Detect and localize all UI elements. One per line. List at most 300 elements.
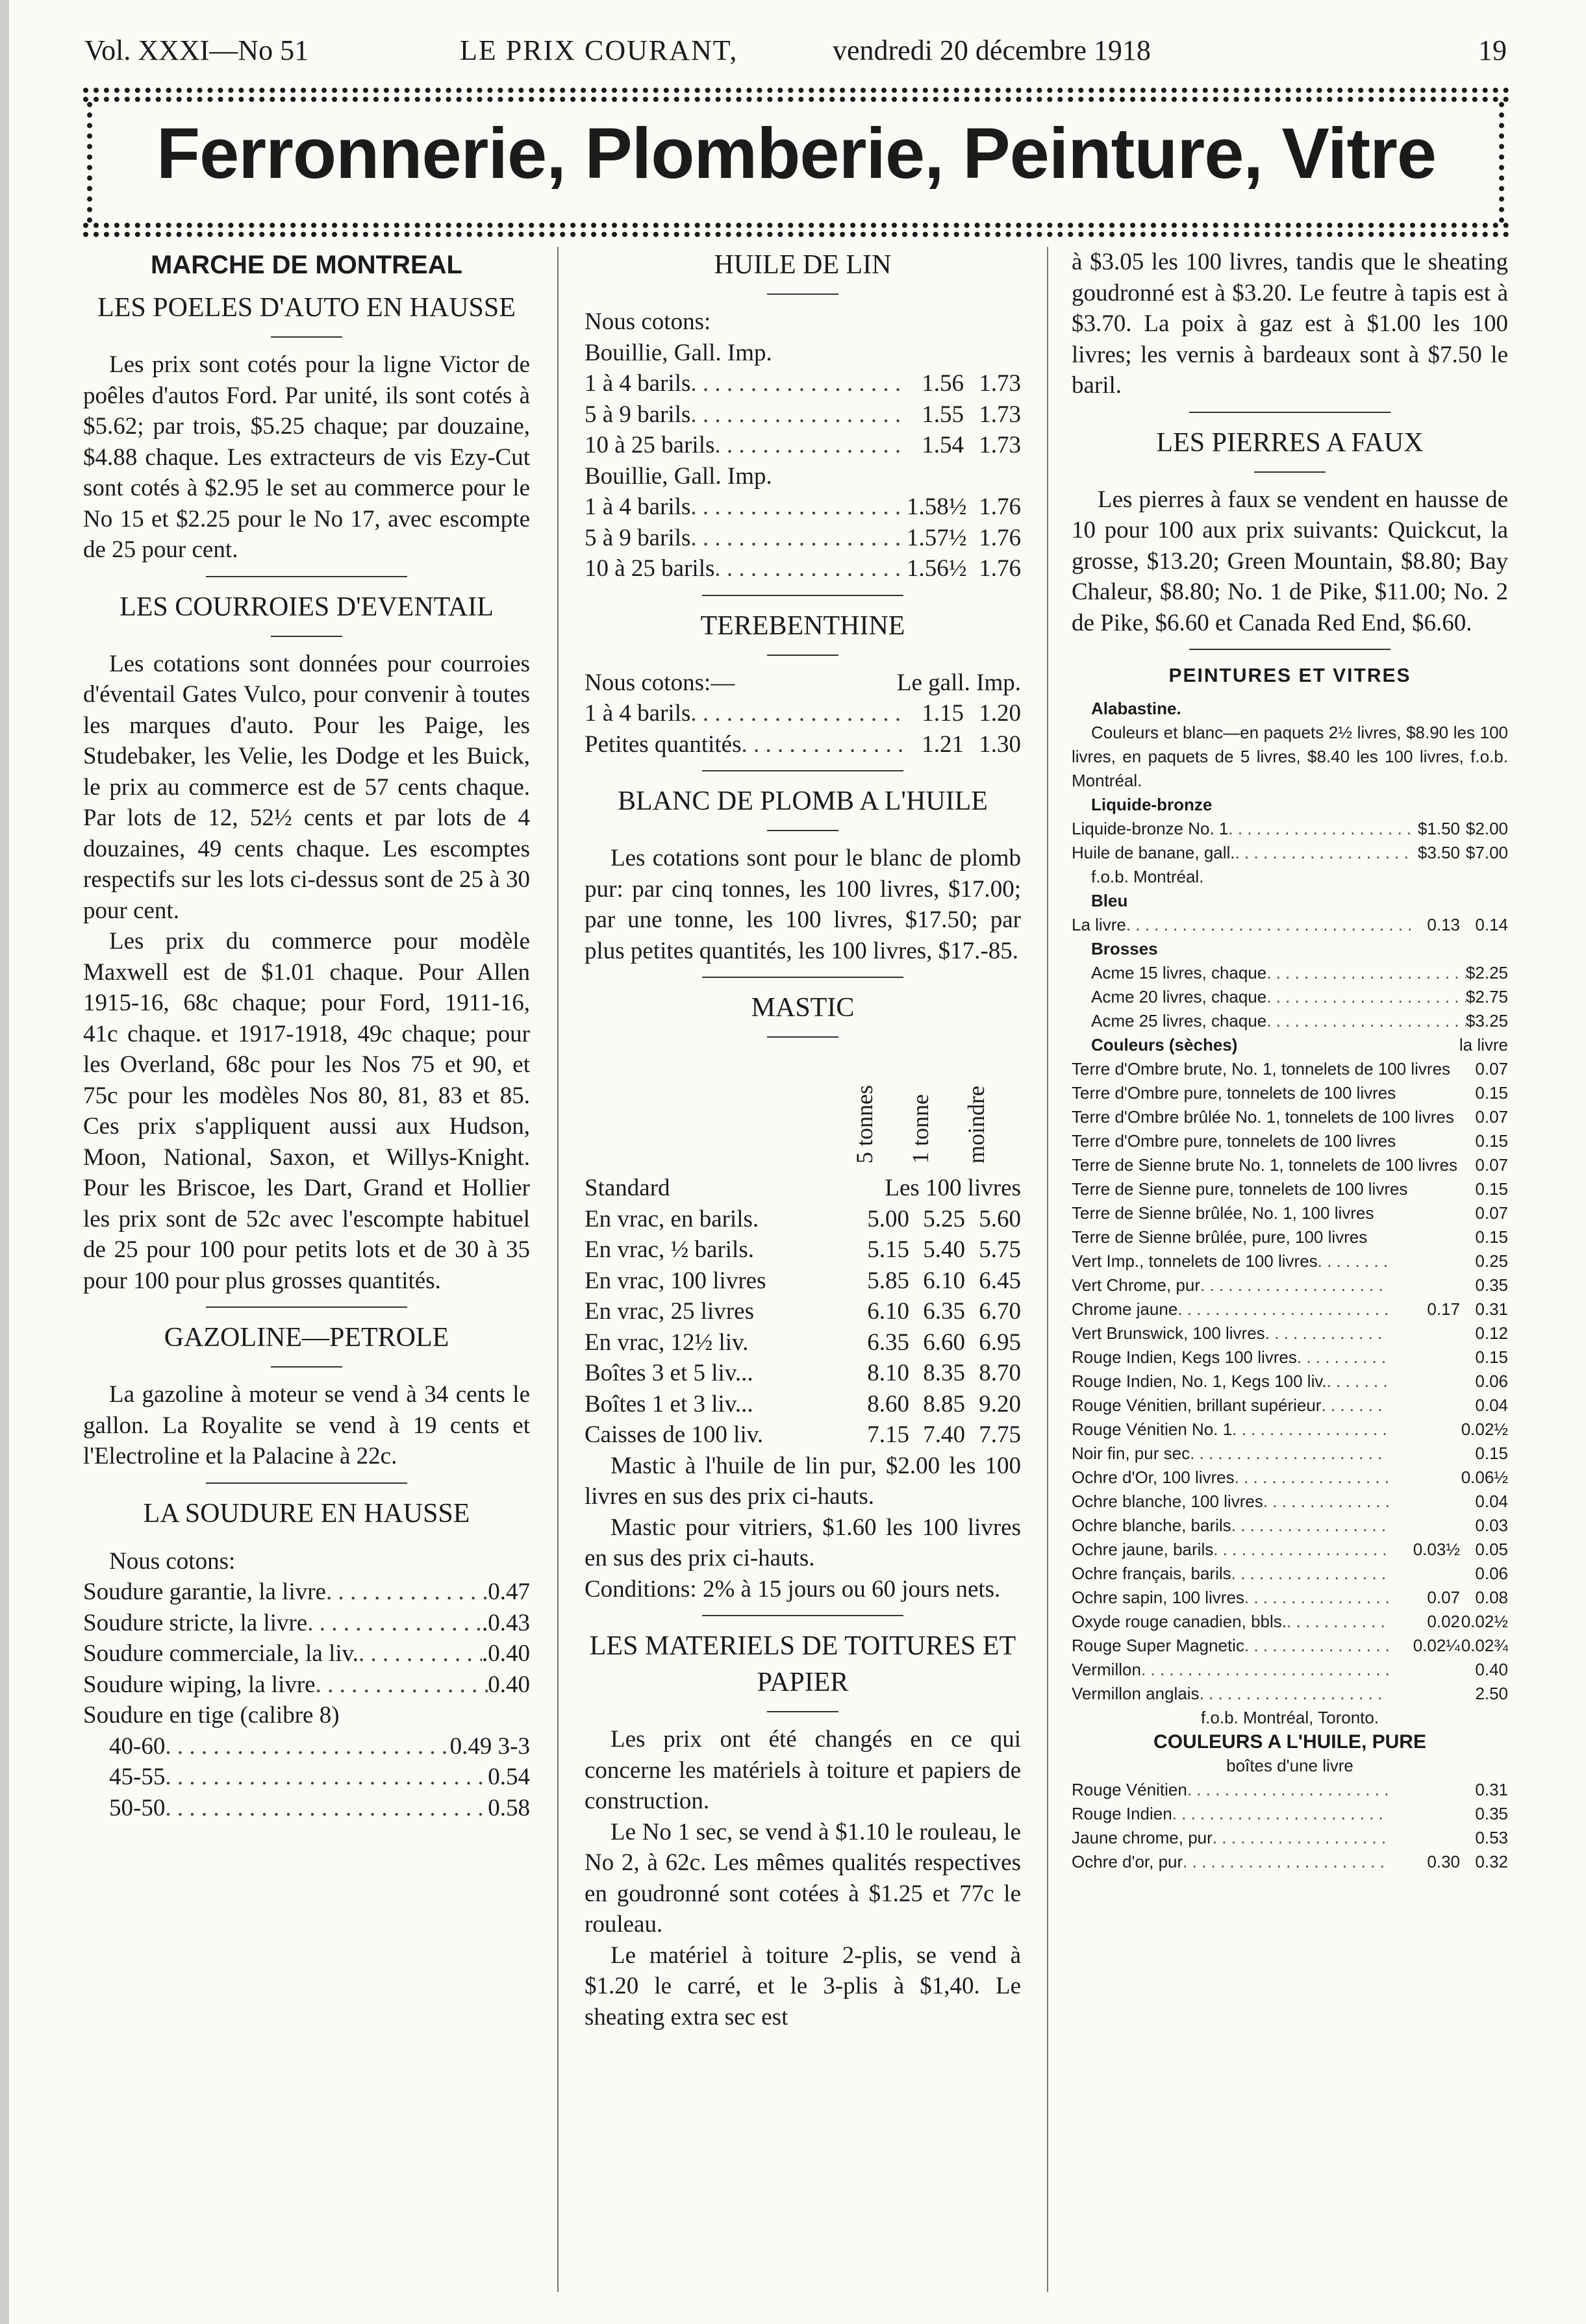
- price-row: [1072, 1369, 1508, 1393]
- separator: [702, 770, 903, 771]
- price-row-value: .0.40: [482, 1640, 530, 1667]
- leader-dots: [690, 368, 907, 399]
- mastic-row-value: 5.00: [867, 1205, 909, 1232]
- price-row-label: Liquide-bronze No. 1: [1072, 819, 1229, 838]
- leader-dots: [316, 1669, 488, 1701]
- price-row: [83, 1608, 530, 1639]
- price-row-value-b: 1.30: [979, 731, 1021, 758]
- price-row-value-b: 0.25: [1475, 1251, 1508, 1271]
- price-row-value-a: [1389, 1273, 1460, 1297]
- price-row-value: 0.54: [488, 1764, 530, 1790]
- price-row-value-a: 0.03½: [1413, 1540, 1460, 1559]
- price-row: [1072, 817, 1508, 841]
- mastic-row-value: 6.35: [923, 1298, 965, 1325]
- price-row-label: Rouge Vénitien: [1072, 1780, 1187, 1799]
- price-row: [1072, 1610, 1508, 1634]
- price-row-label: 1 à 4 barils: [585, 700, 691, 727]
- price-row-value: 0.15: [1475, 1083, 1508, 1103]
- leader-dots: [1265, 1321, 1389, 1345]
- leader-dots: [1244, 1634, 1389, 1658]
- market-heading: MARCHE DE MONTREAL: [151, 251, 462, 279]
- issue-date: vendredi 20 décembre 1918: [833, 34, 1151, 66]
- price-row-label: Ochre blanche, 100 livres: [1072, 1492, 1263, 1511]
- price-row-value-b: $2.00: [1465, 819, 1508, 838]
- price-row-value-a: 1.57½: [907, 524, 967, 551]
- price-row-value-a: 1.55: [922, 401, 964, 428]
- mastic-row: [585, 1296, 1021, 1327]
- mastic-row-label: En vrac, 25 livres: [585, 1298, 754, 1325]
- terebenthine-intro-right: Le gall. Imp.: [896, 669, 1021, 696]
- price-row-label: Terre d'Ombre brute, No. 1, tonnelets de 100 livres: [1072, 1059, 1451, 1079]
- terebenthine-list: [585, 698, 1021, 760]
- leader-dots: [1213, 1826, 1389, 1850]
- separator: [767, 1036, 838, 1038]
- price-row-label: Vermillon: [1072, 1660, 1141, 1679]
- price-row-label: Terre d'Ombre pure, tonnelets de 100 livres: [1072, 1131, 1396, 1151]
- price-row-value-b: 0.12: [1475, 1323, 1508, 1343]
- price-row-value-a: [1389, 1466, 1460, 1490]
- leader-dots: [1200, 1682, 1389, 1706]
- price-row-value: 0.58: [488, 1794, 530, 1821]
- price-row-value: $3.25: [1465, 1011, 1508, 1031]
- courroies-heading: LES COURROIES D'EVENTAIL: [120, 592, 494, 622]
- column-rule: [557, 247, 559, 2292]
- price-row: [1072, 1442, 1508, 1466]
- leader-dots: [1266, 961, 1466, 985]
- leader-dots: [690, 698, 907, 729]
- price-row-value-a: [1389, 1802, 1460, 1826]
- price-row-label: Terre de Sienne pure, tonnelets de 100 livres: [1072, 1179, 1408, 1199]
- price-row-value-a: [1389, 1490, 1460, 1514]
- price-row-value-b: 0.31: [1475, 1780, 1508, 1799]
- price-row-value-a: [1389, 1658, 1460, 1682]
- peintures-heading: PEINTURES ET VITRES: [1168, 665, 1411, 686]
- price-row: [109, 1793, 530, 1824]
- price-row-label: Vert Imp., tonnelets de 100 livres: [1072, 1251, 1318, 1271]
- terebenthine-intro: [585, 668, 1021, 699]
- price-row-value: $2.75: [1465, 987, 1508, 1006]
- price-row-label: Huile de banane, gall.: [1072, 843, 1235, 862]
- mastic-row-value: 5.40: [923, 1236, 965, 1263]
- price-row-value-a: [1389, 1826, 1460, 1850]
- price-row-label: Rouge Vénitien, brillant supérieur: [1072, 1395, 1322, 1415]
- separator: [1254, 471, 1326, 473]
- huile-list-1: [585, 368, 1021, 461]
- couleurs-unit: la livre: [1459, 1035, 1508, 1055]
- price-row: [1072, 1225, 1508, 1249]
- couleurs-heading: Couleurs (sèches): [1091, 1035, 1238, 1055]
- price-row-label: 50-50: [109, 1794, 166, 1821]
- mastic-row: [585, 1358, 1021, 1389]
- price-row: [1072, 1490, 1508, 1514]
- price-row-value-b: 1.76: [979, 494, 1021, 520]
- price-row-label: Petites quantités: [585, 731, 742, 758]
- price-row: [1072, 1249, 1508, 1273]
- price-row-value-b: 0.02½: [1461, 1612, 1508, 1631]
- price-row-value-b: 0.31: [1475, 1299, 1508, 1319]
- mastic-row-value: 6.35: [867, 1329, 909, 1356]
- leader-dots: [690, 399, 907, 431]
- price-row: [83, 1577, 530, 1608]
- bleu-value-a: 0.13: [1427, 915, 1460, 934]
- mastic-heading: MASTIC: [751, 993, 855, 1023]
- price-row-label: Noir fin, pur sec: [1072, 1443, 1190, 1463]
- mastic-row-label: En vrac, ½ barils.: [585, 1236, 754, 1263]
- huile-heading: HUILE DE LIN: [714, 250, 892, 280]
- separator: [767, 1711, 838, 1712]
- price-row: [585, 698, 1021, 729]
- mastic-col-1-tonne: 1 tonne: [907, 1094, 933, 1164]
- price-row: [1072, 1418, 1508, 1442]
- liquide-list: [1072, 817, 1508, 865]
- leader-dots: [690, 523, 907, 554]
- huile-group-2: Bouillie, Gall. Imp.: [585, 462, 772, 490]
- mastic-row-label: En vrac, 100 livres: [585, 1267, 766, 1294]
- leader-dots: [1177, 1297, 1389, 1321]
- section-banner: [83, 88, 1509, 238]
- mastic-row: [585, 1389, 1021, 1420]
- price-row-value-a: 0.02¼: [1413, 1636, 1460, 1655]
- leader-dots: [1327, 1369, 1389, 1393]
- mastic-row-value: 7.40: [923, 1421, 965, 1448]
- price-row-value-a: 1.15: [922, 700, 964, 727]
- price-row-label: Oxyde rouge canadien, bbls.: [1072, 1612, 1287, 1631]
- price-row-label: Ochre jaune, barils: [1072, 1540, 1214, 1559]
- price-row: [585, 492, 1021, 523]
- mastic-note-1: Mastic à l'huile de lin pur, $2.00 les 100 livres en sus des prix ci-hauts.: [585, 1452, 1021, 1510]
- mastic-note-2: Mastic pour vitriers, $1.60 les 100 livres en sus des prix ci-hauts.: [585, 1514, 1021, 1571]
- leader-dots: [714, 430, 907, 461]
- soudure-list: [83, 1577, 530, 1700]
- leader-dots: [1231, 1514, 1389, 1538]
- separator: [767, 655, 838, 656]
- leader-dots: [1318, 1249, 1389, 1273]
- price-row-label: Acme 20 livres, chaque: [1091, 987, 1267, 1006]
- price-row-value: 0.49 3-3: [449, 1732, 530, 1760]
- volume-number: Vol. XXXI—No 51: [84, 34, 309, 66]
- leader-dots: [690, 492, 907, 523]
- price-row-value-a: [1389, 1321, 1460, 1345]
- price-row-label: Terre de Sienne brûlée, pure, 100 livres: [1072, 1227, 1368, 1247]
- toiture-heading: LES MATERIELS DE TOITURES ET PAPIER: [589, 1631, 1016, 1697]
- price-row-value-a: $3.50: [1417, 843, 1460, 862]
- price-row-label: Acme 25 livres, chaque: [1091, 1011, 1267, 1031]
- price-row-value-a: [1389, 1393, 1460, 1418]
- leader-dots: [1235, 1466, 1389, 1490]
- price-row: [1072, 1273, 1508, 1297]
- mastic-row-label: Caisses de 100 liv.: [585, 1421, 764, 1448]
- mastic-row-value: 8.10: [867, 1360, 909, 1386]
- price-row-value-a: [1389, 1778, 1460, 1802]
- price-row-value-b: 0.04: [1475, 1395, 1508, 1415]
- leader-dots: [1235, 841, 1412, 865]
- leader-dots: [1228, 817, 1412, 841]
- price-row-label: Vermillon anglais: [1072, 1684, 1200, 1703]
- banner-title: Ferronnerie, Plomberie, Peinture, Vitre: [156, 114, 1437, 194]
- bleu-value-b: 0.14: [1475, 915, 1508, 934]
- leader-dots: [1263, 1490, 1389, 1514]
- price-row-value-b: 0.06: [1475, 1564, 1508, 1583]
- price-row-value-b: 0.35: [1475, 1804, 1508, 1823]
- price-row-value-a: $1.50: [1417, 819, 1460, 838]
- mastic-col-5-tonnes: 5 tonnes: [851, 1085, 877, 1164]
- mastic-table: [585, 1173, 1021, 1451]
- page-number: 19: [1478, 34, 1507, 66]
- price-row-label: Acme 15 livres, chaque: [1091, 963, 1267, 982]
- price-row: [1072, 1778, 1508, 1802]
- mastic-row-value: 7.75: [979, 1421, 1021, 1448]
- price-row-label: 10 à 25 barils: [585, 432, 715, 458]
- leader-dots: [326, 1577, 488, 1608]
- price-row: [1072, 1466, 1508, 1490]
- price-row-value-b: 0.06: [1475, 1371, 1508, 1391]
- price-row-label: Ochre d'or, pur: [1072, 1852, 1183, 1871]
- price-row: [1072, 1105, 1508, 1129]
- mastic-row-value: 7.15: [867, 1421, 909, 1448]
- price-row: [1072, 1682, 1508, 1706]
- price-row: [1072, 1586, 1508, 1610]
- price-row-value-a: [1389, 1682, 1460, 1706]
- leader-dots: [1244, 1586, 1389, 1610]
- price-row-value-a: 0.02: [1427, 1612, 1460, 1631]
- price-row: [1072, 1177, 1508, 1201]
- separator: [206, 1306, 407, 1308]
- price-row-label: Ochre blanche, barils: [1072, 1516, 1231, 1535]
- poeles-heading: LES POELES D'AUTO EN HAUSSE: [97, 293, 516, 323]
- couleurs-list-2: [1072, 1249, 1508, 1706]
- mastic-row-value: 5.75: [979, 1236, 1021, 1263]
- huile-intro: Nous cotons:: [585, 308, 711, 335]
- price-row: [1072, 1562, 1508, 1586]
- price-row: [1072, 1345, 1508, 1369]
- price-row-value: 0.07: [1475, 1155, 1508, 1175]
- price-row: [1072, 1514, 1508, 1538]
- blanc-text: Les cotations sont pour le blanc de plomb pur: par cinq tonnes, les 100 livres, $17.00; par une tonne, les 100 livres, $17.50; par plus petites quantités, les 100 livres, $17.-85.: [585, 845, 1021, 964]
- price-row: [1072, 1826, 1508, 1850]
- leader-dots: [165, 1793, 488, 1824]
- leader-dots: [1321, 1393, 1389, 1418]
- leader-dots: [1297, 1345, 1389, 1369]
- price-row: [1072, 1057, 1508, 1081]
- couleurs-heading-row: [1072, 1033, 1508, 1057]
- price-row-value-a: [1389, 1514, 1460, 1538]
- separator: [271, 1366, 342, 1368]
- gazoline-text: La gazoline à moteur se vend à 34 cents le gallon. La Royalite se vend à 19 cents et l'Electroline et la Palacine à 22c.: [83, 1381, 530, 1469]
- price-row: [1072, 1297, 1508, 1321]
- price-row: [585, 553, 1021, 584]
- brosses-heading: Brosses: [1091, 939, 1158, 958]
- price-row: [1091, 961, 1508, 985]
- price-row-label: 5 à 9 barils: [585, 401, 691, 428]
- price-row-value-b: 0.35: [1475, 1275, 1508, 1295]
- price-row-value-b: 0.08: [1475, 1588, 1508, 1607]
- price-row-label: Vert Chrome, pur: [1072, 1275, 1200, 1295]
- price-row: [1072, 1658, 1508, 1682]
- leader-dots: [1231, 1562, 1389, 1586]
- mastic-row-value: 6.10: [867, 1298, 909, 1325]
- mastic-conditions: Conditions: 2% à 15 jours ou 60 jours nets.: [585, 1575, 1001, 1603]
- leader-dots: [1200, 1273, 1389, 1297]
- price-row: [585, 430, 1021, 461]
- mastic-row-value: 6.10: [923, 1267, 965, 1294]
- price-row: [1072, 1081, 1508, 1105]
- pierres-heading: LES PIERRES A FAUX: [1156, 427, 1424, 458]
- mastic-rows: [585, 1204, 1021, 1451]
- leader-dots: [307, 1608, 482, 1639]
- price-row-value-b: 0.04: [1475, 1492, 1508, 1511]
- price-row-value-b: 1.76: [979, 555, 1021, 582]
- liquide-heading: Liquide-bronze: [1091, 795, 1213, 814]
- soudure-heading: LA SOUDURE EN HAUSSE: [143, 1498, 470, 1529]
- banner-border-bottom: [83, 223, 1509, 237]
- price-row: [1072, 1802, 1508, 1826]
- leader-dots: [359, 1638, 482, 1669]
- leader-dots: [1266, 985, 1466, 1009]
- mastic-row: [585, 1204, 1021, 1235]
- mastic-row-value: 6.70: [979, 1298, 1021, 1325]
- price-row-value-a: 0.07: [1427, 1588, 1460, 1607]
- price-row: [1072, 1321, 1508, 1345]
- price-row-label: Rouge Indien: [1072, 1804, 1172, 1823]
- price-row-value-b: 0.15: [1475, 1347, 1508, 1367]
- price-row-value-b: 1.73: [979, 401, 1021, 428]
- price-row-value-b: 1.73: [979, 432, 1021, 458]
- price-row-value-b: 0.05: [1475, 1540, 1508, 1559]
- price-row-value-b: 0.06½: [1461, 1468, 1508, 1487]
- leader-dots: [1266, 1009, 1466, 1033]
- price-row: [1072, 1634, 1508, 1658]
- price-row-label: Soudure commerciale, la liv.: [83, 1640, 359, 1667]
- price-row-value-b: 0.02½: [1461, 1419, 1508, 1439]
- separator: [1189, 649, 1391, 650]
- price-row-label: Terre de Sienne brute No. 1, tonnelets de 100 livres: [1072, 1155, 1458, 1175]
- price-row-label: Rouge Indien, No. 1, Kegs 100 liv.: [1072, 1371, 1327, 1391]
- mastic-row-label: Boîtes 1 et 3 liv...: [585, 1390, 753, 1418]
- banner-border-top: [83, 88, 1509, 102]
- couleurs-list: [1072, 1057, 1508, 1249]
- mastic-row-value: 5.25: [923, 1205, 965, 1232]
- price-row-value-b: 1.20: [979, 700, 1021, 727]
- leader-dots: [1172, 1802, 1389, 1826]
- separator: [271, 336, 342, 338]
- leader-dots: [742, 729, 907, 760]
- leader-dots: [1190, 1442, 1389, 1466]
- price-row-label: Terre d'Ombre brûlée No. 1, tonnelets de 100 livres: [1072, 1107, 1454, 1127]
- price-row: [83, 1669, 530, 1701]
- mastic-column-headers: [585, 1049, 1021, 1173]
- publication-name: LE PRIX COURANT,: [460, 34, 738, 66]
- pierres-text: Les pierres à faux se vendent en hausse de 10 pour 100 aux prix suivants: Quickcut, la grosse, $13.20; Green Mountain, $8.80; Bay Chaleur, $8.80; No. 1 de Pike, $11.00; No. 2 de Pike, $6.60 et Canada Red End, $6.60.: [1072, 486, 1508, 636]
- mastic-row-value: 5.15: [867, 1236, 909, 1263]
- price-row-value-b: 2.50: [1475, 1684, 1508, 1703]
- mastic-row-value: 9.20: [979, 1390, 1021, 1418]
- bleu-heading: Bleu: [1091, 891, 1128, 910]
- price-row-label: Terre d'Ombre pure, tonnelets de 100 livres: [1072, 1083, 1396, 1103]
- mastic-row-label: Boîtes 3 et 5 liv...: [585, 1360, 753, 1386]
- huile-group-1: Bouillie, Gall. Imp.: [585, 339, 772, 366]
- leader-dots: [1213, 1538, 1389, 1562]
- price-row-label: 45-55: [109, 1764, 166, 1790]
- price-row: [1072, 1129, 1508, 1153]
- price-row-label: Rouge Super Magnetic: [1072, 1636, 1244, 1655]
- price-row-value-a: [1389, 1418, 1460, 1442]
- mastic-row-label: En vrac, 12½ liv.: [585, 1329, 749, 1356]
- brosses-list: [1091, 961, 1508, 1033]
- price-row-value-a: [1389, 1249, 1460, 1273]
- mastic-row-value: 6.95: [979, 1329, 1021, 1356]
- column-1: [83, 247, 530, 1823]
- soudure-tige-list: [83, 1731, 530, 1824]
- price-row-value-a: [1389, 1345, 1460, 1369]
- separator: [206, 1482, 407, 1484]
- soudure-tige-heading: Soudure en tige (calibre 8): [83, 1702, 340, 1729]
- mastic-standard-row: [585, 1173, 1021, 1204]
- separator: [767, 294, 838, 295]
- mastic-row-value: 8.70: [979, 1360, 1021, 1386]
- separator: [1189, 412, 1391, 413]
- mastic-unit: Les 100 livres: [885, 1175, 1021, 1201]
- peintures-section: [1072, 662, 1508, 1874]
- courroies-text-1: Les cotations sont données pour courroies d'éventail Gates Vulco, pour convenir à toutes les marques d'auto. Pour les Paige, les Studebaker, les Velie, les Dodge et les Buick, le prix au commerce est de 57 cents chaque. Par lots de 12, 52½ cents et par lots de 4 douzaines, 49 cents chaque. Les escomptes respectifs sur les lots ci-dessus sont de 25 à 30 pour cent.: [83, 650, 530, 924]
- gazoline-heading: GAZOLINE—PETROLE: [164, 1323, 449, 1353]
- price-row-label: 1 à 4 barils: [585, 494, 691, 520]
- separator: [206, 576, 407, 577]
- price-row-value-b: 0.02¾: [1461, 1636, 1508, 1655]
- huile-list-2: [585, 492, 1021, 584]
- price-row: [1072, 1201, 1508, 1225]
- price-row: [585, 523, 1021, 554]
- leader-dots: [1183, 1850, 1389, 1874]
- price-row-label: Soudure stricte, la livre: [83, 1609, 308, 1636]
- price-row-label: Ochre sapin, 100 livres: [1072, 1588, 1244, 1607]
- mastic-row-value: 5.60: [979, 1205, 1021, 1232]
- price-row: [1072, 1393, 1508, 1418]
- price-row-value-b: 0.15: [1475, 1443, 1508, 1463]
- poeles-text: Les prix sont cotés pour la ligne Victor de poêles d'autos Ford. Par unité, ils sont cotés à $5.62; par trois, $5.25 chaque; par douzaine, $4.88 chaque. Les extracteurs de vis Ezy-Cut sont cotés à $2.95 le set au commerce pour le No 15 et $2.25 pour le No 17, avec escompte de 25 pour cent.: [83, 351, 530, 563]
- mastic-row-value: 8.85: [923, 1390, 965, 1418]
- price-row-value: 0.15: [1475, 1227, 1508, 1247]
- price-row-label: 5 à 9 barils: [585, 524, 691, 551]
- terebenthine-heading: TEREBENTHINE: [700, 610, 905, 641]
- separator: [271, 636, 342, 637]
- price-row-value: 0.07: [1475, 1203, 1508, 1223]
- mastic-row: [585, 1234, 1021, 1266]
- separator: [702, 977, 903, 978]
- price-row-label: Jaune chrome, pur: [1072, 1828, 1213, 1847]
- fob-montreal-toronto: f.o.b. Montréal, Toronto.: [1200, 1708, 1379, 1727]
- mastic-row-label: En vrac, en barils.: [585, 1205, 759, 1232]
- price-row: [109, 1762, 530, 1793]
- mastic-row-value: 5.85: [867, 1267, 909, 1294]
- price-row-label: 40-60: [109, 1732, 166, 1760]
- column-rule: [1047, 247, 1048, 2292]
- price-row-value-b: 0.53: [1475, 1828, 1508, 1847]
- price-row-label: 10 à 25 barils: [585, 555, 715, 582]
- mastic-row: [585, 1266, 1021, 1297]
- couleurs-huile-list: [1072, 1778, 1508, 1874]
- price-row: [1072, 1153, 1508, 1177]
- price-row-value-b: 0.32: [1475, 1852, 1508, 1871]
- price-row-value-a: [1389, 1562, 1460, 1586]
- price-row-label: Vert Brunswick, 100 livres: [1072, 1323, 1265, 1343]
- price-row: [1072, 1850, 1508, 1874]
- couleurs-huile-heading: COULEURS A L'HUILE, PURE: [1153, 1731, 1426, 1753]
- mastic-row-value: 8.35: [923, 1360, 965, 1386]
- price-row-value: 0.07: [1475, 1059, 1508, 1079]
- price-row-value-a: [1389, 1442, 1460, 1466]
- bleu-label: La livre: [1072, 915, 1126, 934]
- price-row-label: Rouge Vénitien No. 1: [1072, 1419, 1233, 1439]
